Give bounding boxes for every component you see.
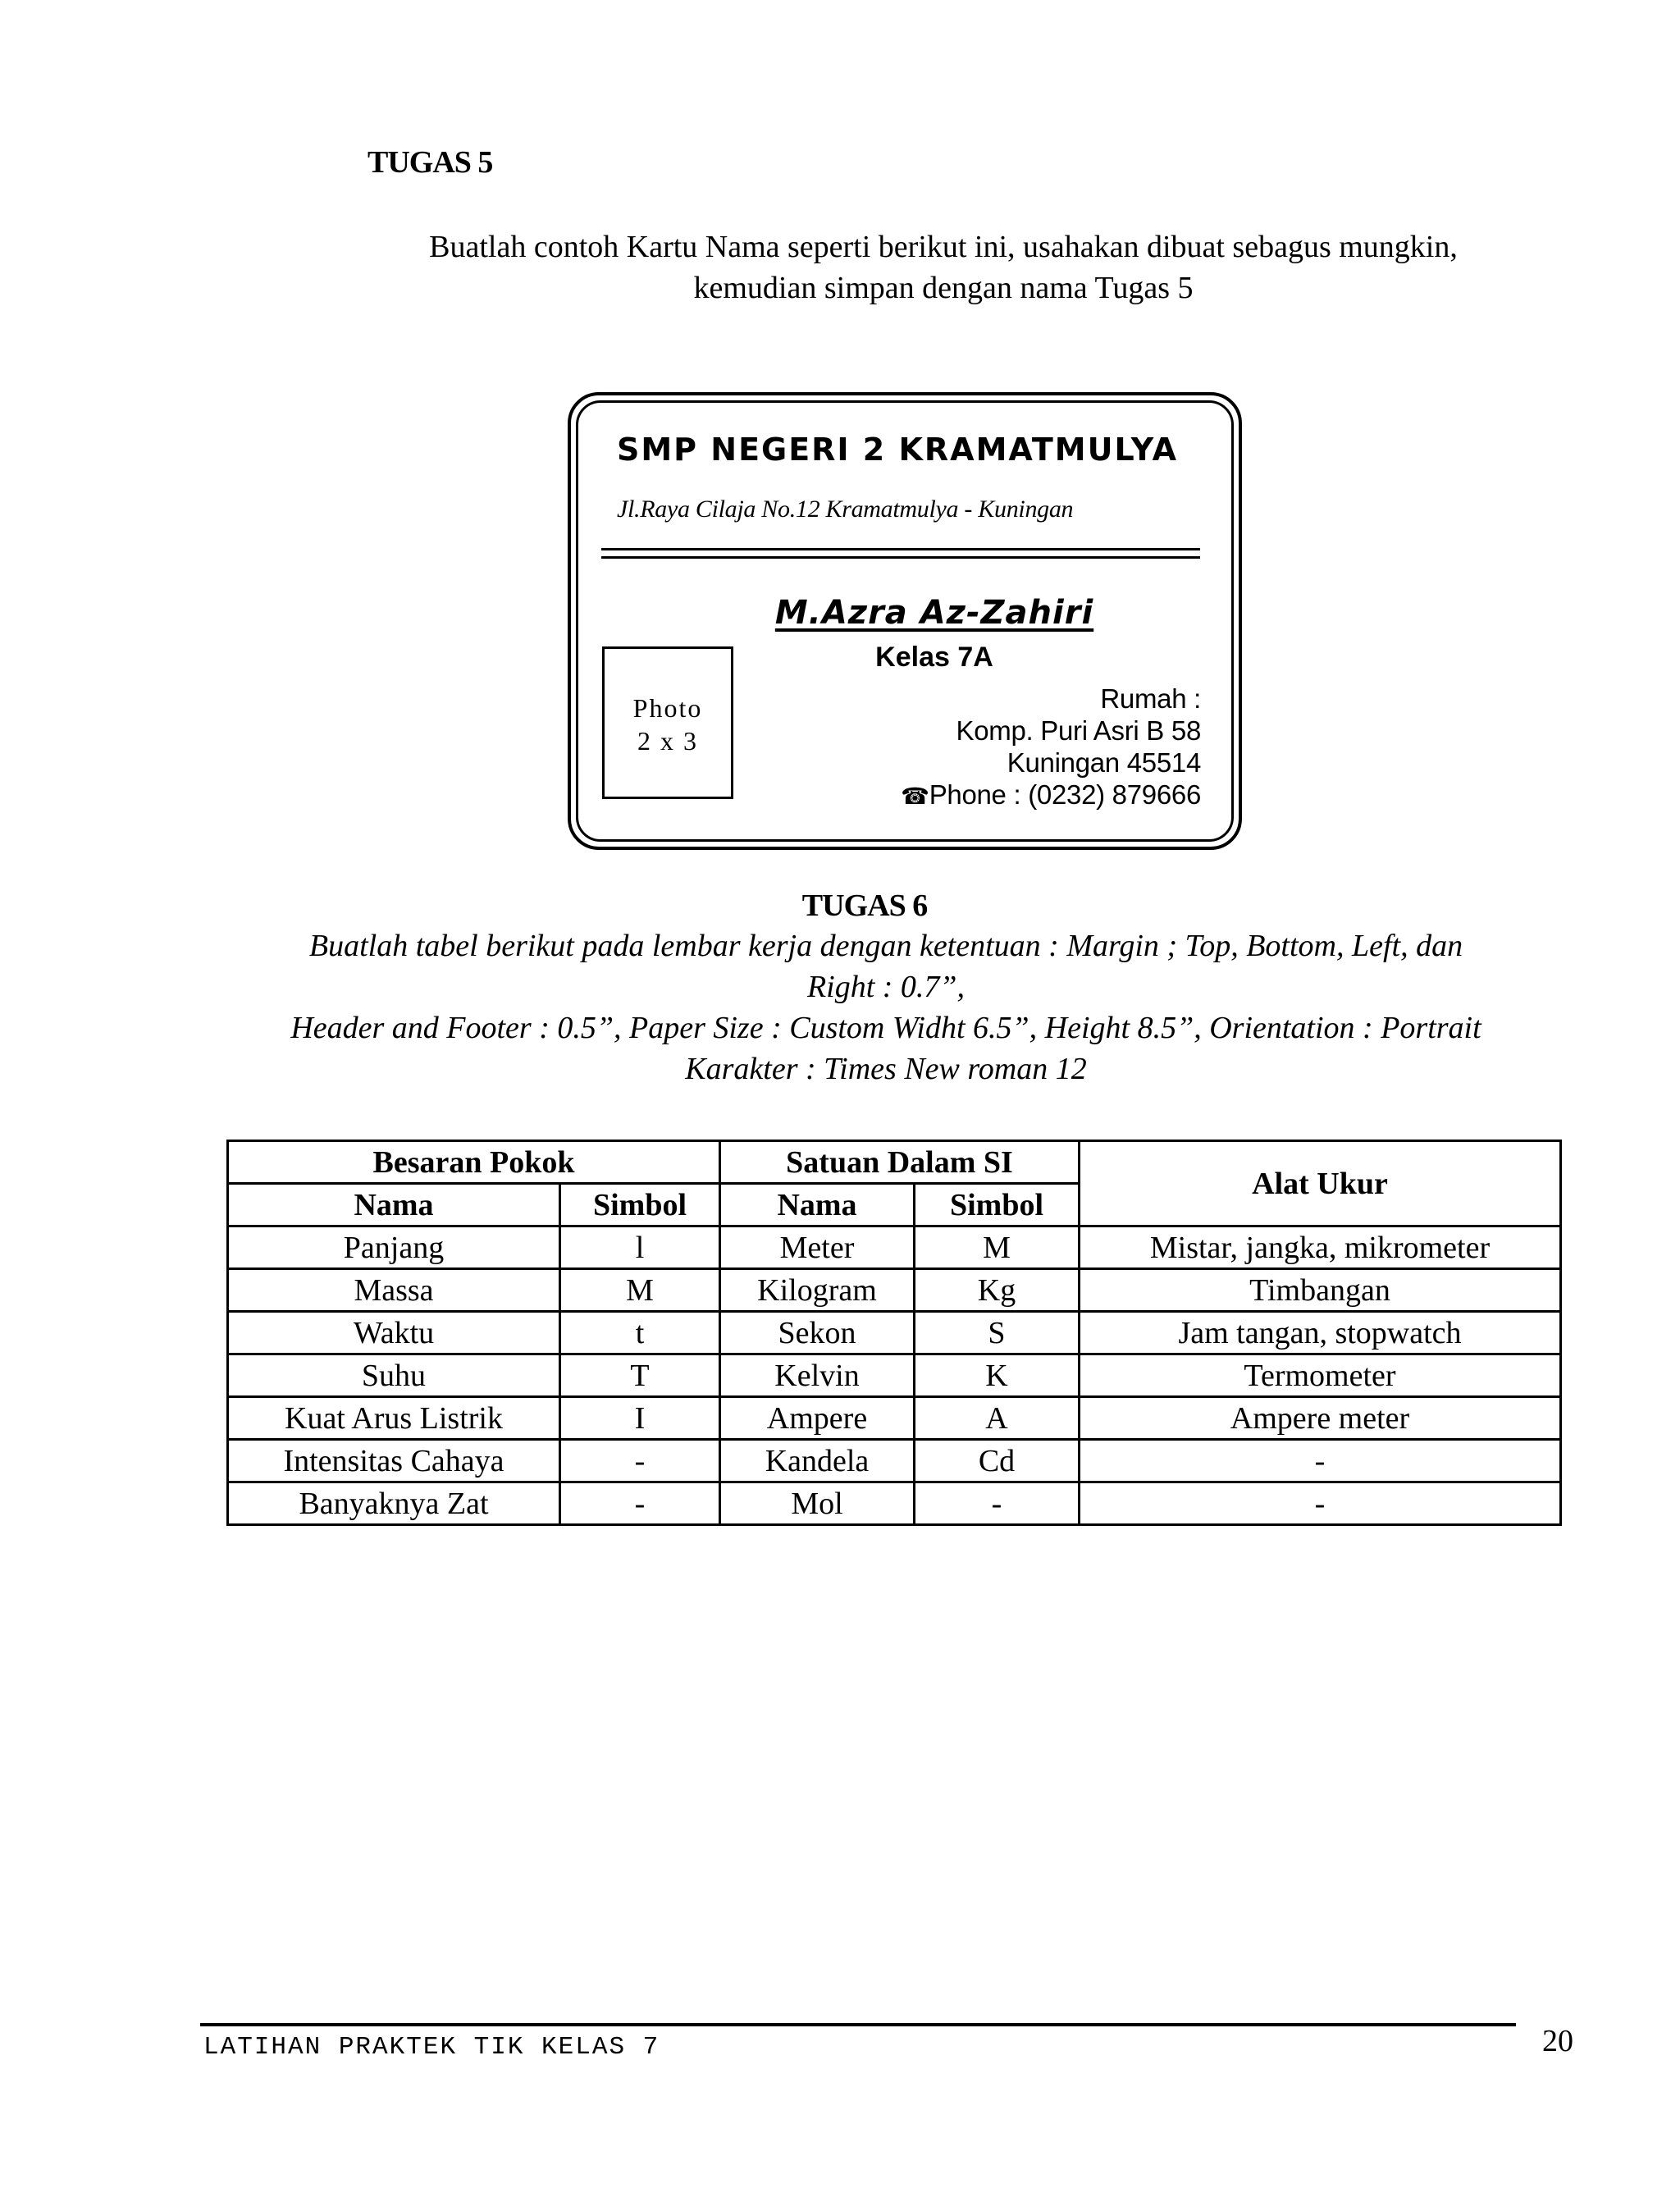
header-nama-besaran: Nama [228,1184,560,1226]
table-cell: M [560,1269,720,1312]
header-besaran-pokok: Besaran Pokok [228,1141,720,1184]
tugas5-instruction [312,226,1575,308]
table-cell: Meter [720,1226,915,1269]
table-cell: Termometer [1080,1354,1561,1397]
phone-icon: ☎ [901,783,929,810]
card-contact-phone-line [901,779,1201,812]
table-group-header-row [228,1141,1561,1184]
card-photo-placeholder [602,646,733,799]
header-simbol-besaran: Simbol [560,1184,720,1226]
business-card [568,392,1242,850]
footer-text: LATIHAN PRAKTEK TIK KELAS 7 [203,2033,660,2062]
tugas6-title: TUGAS 6 [801,888,928,923]
table-cell: Mistar, jangka, mikrometer [1080,1226,1561,1269]
table-cell: Timbangan [1080,1269,1561,1312]
card-contact-city: Kuningan 45514 [1007,747,1201,778]
table-row [228,1226,1561,1269]
table-cell: T [560,1354,720,1397]
card-school-name: SMP NEGERI 2 KRAMATMULYA [617,432,1179,468]
tugas6-instruction [180,925,1591,1089]
tugas5-instruction-line: Buatlah contoh Kartu Nama seperti berikut ini, usahakan dibuat sebagus mungkin, [429,230,1458,264]
table-cell: Banyaknya Zat [228,1482,560,1525]
table-cell: - [1080,1482,1561,1525]
page-number: 20 [1542,2024,1573,2058]
tugas6-instruction-line: Right : 0.7”, [806,970,966,1004]
table-cell: Ampere meter [1080,1397,1561,1440]
table-cell: Kilogram [720,1269,915,1312]
table-cell: - [1080,1440,1561,1482]
footer-divider [200,2023,1516,2026]
table-row [228,1312,1561,1354]
table-cell: Kelvin [720,1354,915,1397]
table-cell: A [915,1397,1080,1440]
tugas5-instruction-line: kemudian simpan dengan nama Tugas 5 [693,271,1194,305]
table-row [228,1440,1561,1482]
tugas6-instruction-line: Karakter : Times New roman 12 [685,1052,1087,1086]
card-contact-label: Rumah : [1100,683,1201,714]
card-contact-street: Komp. Puri Asri B 58 [956,715,1201,746]
card-person-name: M.Azra Az-Zahiri [774,594,1094,632]
table-cell: - [560,1482,720,1525]
table-cell: t [560,1312,720,1354]
table-cell: Jam tangan, stopwatch [1080,1312,1561,1354]
card-photo-label: Photo [632,693,703,723]
table-row [228,1269,1561,1312]
tugas6-instruction-line: Header and Footer : 0.5”, Paper Size : Custom Widht 6.5”, Height 8.5”, Orientation : Portrait [290,1011,1481,1045]
header-alat-ukur: Alat Ukur [1080,1141,1561,1226]
table-cell: K [915,1354,1080,1397]
card-divider-top [601,548,1200,550]
table-cell: Mol [720,1482,915,1525]
table-cell: Sekon [720,1312,915,1354]
table-cell: I [560,1397,720,1440]
card-photo-size: 2 x 3 [637,726,698,756]
table-row [228,1397,1561,1440]
tugas6-instruction-line: Buatlah tabel berikut pada lembar kerja dengan ketentuan : Margin ; Top, Bottom, Left, dan [308,929,1463,963]
table-cell: Waktu [228,1312,560,1354]
table-cell: M [915,1226,1080,1269]
tugas5-title: TUGAS 5 [368,145,493,180]
table-cell: - [915,1482,1080,1525]
table-cell: Suhu [228,1354,560,1397]
table-row [228,1482,1561,1525]
table-cell: - [560,1440,720,1482]
table-row [228,1354,1561,1397]
table-cell: Kuat Arus Listrik [228,1397,560,1440]
card-person-class: Kelas 7A [875,642,993,673]
table-cell: Cd [915,1440,1080,1482]
table-cell: Ampere [720,1397,915,1440]
table-cell: S [915,1312,1080,1354]
header-simbol-satuan: Simbol [915,1184,1080,1226]
table-body [228,1226,1561,1525]
table-cell: Intensitas Cahaya [228,1440,560,1482]
card-divider-bottom [601,556,1200,559]
table-cell: Kg [915,1269,1080,1312]
si-units-table [226,1140,1562,1526]
header-nama-satuan: Nama [720,1184,915,1226]
card-contact-phone: Phone : (0232) 879666 [929,779,1201,810]
table-cell: Massa [228,1269,560,1312]
table-cell: Panjang [228,1226,560,1269]
card-contact [901,683,1201,812]
header-satuan-si: Satuan Dalam SI [720,1141,1080,1184]
table-cell: Kandela [720,1440,915,1482]
table-cell: l [560,1226,720,1269]
card-school-address: Jl.Raya Cilaja No.12 Kramatmulya - Kuningan [617,496,1074,523]
